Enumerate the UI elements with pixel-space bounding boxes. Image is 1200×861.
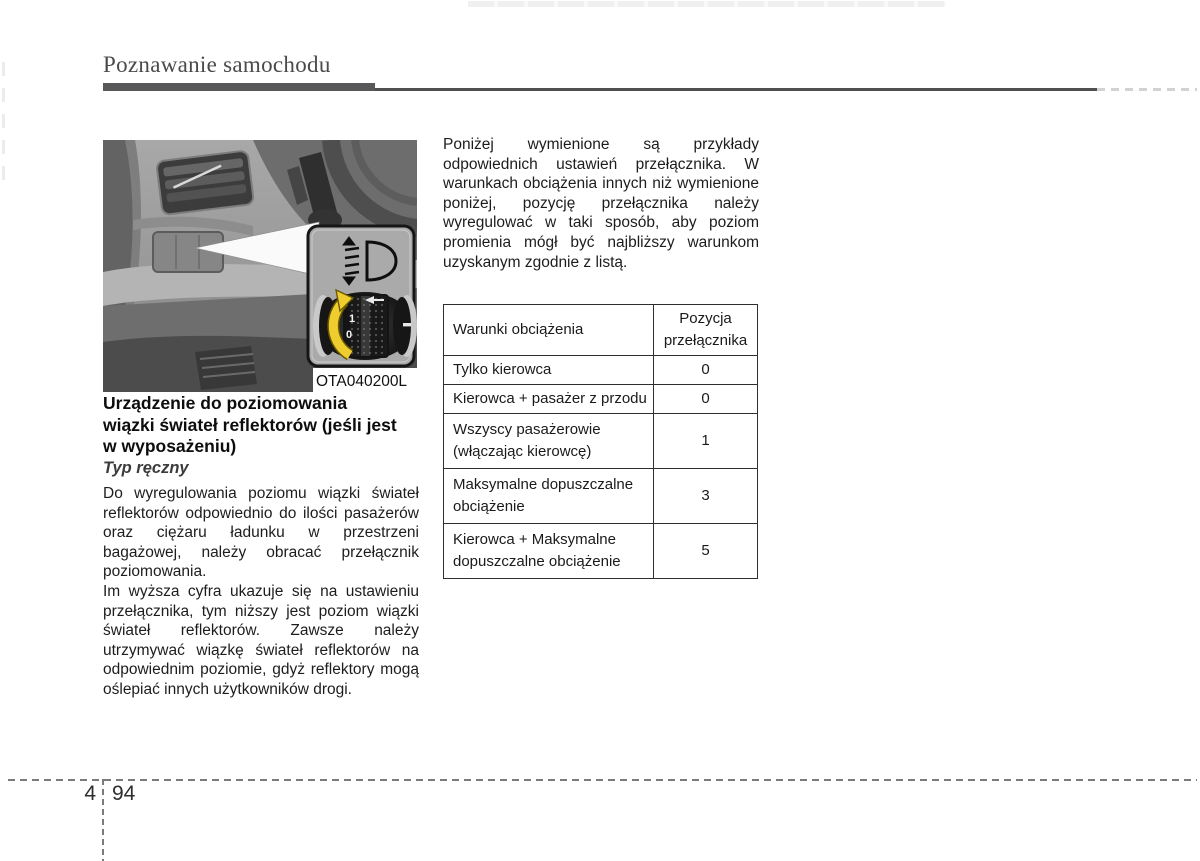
cell-condition: Wszyscy pasażerowie (włączając kierowcę)	[444, 414, 654, 469]
dashboard-photo	[103, 140, 417, 392]
footer-crop-line-vertical	[102, 779, 104, 861]
paragraph-leveling-note: Im wyższa cyfra ukazuje się na ustawieniu przełącznika, tym niższy jest poziom wiązki świateł reflektorów. Zawsze należy utrzymywać wiązkę świateł reflektorów na odpowiednim poziomie, gdyż reflektory mogą oślepiać innych użytkowników drogi.	[103, 583, 419, 698]
footer-chapter-number: 4	[84, 782, 96, 805]
table-row	[444, 469, 758, 524]
dial-number-1: 1	[349, 313, 356, 325]
cell-condition: Kierowca + Maksymalne dopuszczalne obciążenie	[444, 524, 654, 579]
switch-inset	[308, 226, 417, 366]
section-subheading: Typ ręczny	[103, 459, 189, 477]
cell-position: 1	[654, 414, 758, 469]
cell-position: 5	[654, 524, 758, 579]
cell-position: 3	[654, 469, 758, 524]
section-heading: Urządzenie do poziomowania wiązki świateł reflektorów (jeśli jest w wyposażeniu)	[103, 393, 397, 456]
footer-crop-line	[8, 779, 1197, 781]
cell-position: 0	[654, 356, 758, 385]
dial-number-0: 0	[346, 329, 353, 341]
left-crop-mark	[2, 62, 5, 192]
footer-page-number: 94	[112, 782, 136, 805]
figure-headlight-leveling-switch	[103, 140, 417, 392]
paragraph-switch-examples: Poniżej wymienione są przykłady odpowiednich ustawień przełącznika. W warunkach obciążenia innych niż wymienione poniżej, pozycję przełącznika należy wyregulować w taki sposób, aby poziom promienia mógł być najbliższy warunkom uzyskanym zgodnie z listą.	[443, 136, 759, 271]
table-header-condition: Warunki obciążenia	[444, 305, 654, 356]
table-row	[444, 385, 758, 414]
table-row	[444, 414, 758, 469]
chapter-title: Poznawanie samochodu	[103, 52, 331, 77]
chapter-title-rule	[103, 83, 1200, 92]
table-header-row	[444, 305, 758, 356]
title-rule-thick	[103, 83, 375, 91]
cell-condition: Tylko kierowca	[444, 356, 654, 385]
title-rule-thin	[375, 88, 1097, 91]
top-crop-mark	[468, 1, 946, 7]
cell-condition: Maksymalne dopuszczalne obciążenie	[444, 469, 654, 524]
table-row	[444, 356, 758, 385]
figure-caption: OTA040200L	[316, 373, 408, 390]
pedal	[195, 346, 257, 390]
load-condition-table	[443, 304, 758, 579]
table-header-position: Pozycja przełącznika	[654, 305, 758, 356]
cell-condition: Kierowca + pasażer z przodu	[444, 385, 654, 414]
table-row	[444, 524, 758, 579]
leveling-thumbwheel	[313, 290, 417, 360]
paragraph-leveling-intro: Do wyregulowania poziomu wiązki świateł reflektorów odpowiednio do ilości pasażerów oraz ciężaru ładunku w przestrzeni bagażowej, należy obracać przełącznik poziomowania.	[103, 485, 419, 581]
title-rule-dashed-end	[1097, 88, 1197, 91]
cell-position: 0	[654, 385, 758, 414]
